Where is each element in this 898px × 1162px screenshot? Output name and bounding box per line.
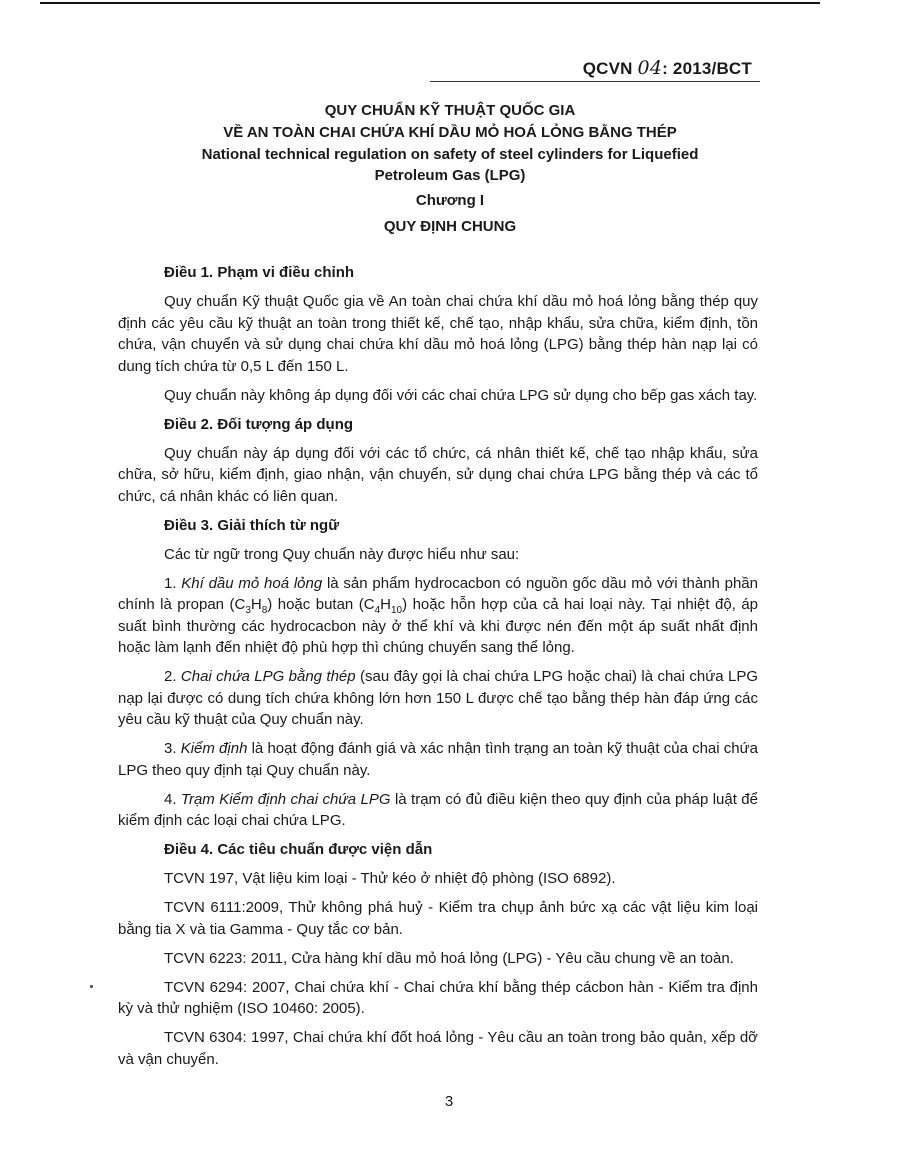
definition-3: 3. Kiểm định là hoạt động đánh giá và xác nhận tình trạng an toàn kỹ thuật của chai chứa LPG theo quy định tại Quy chuẩn này. [118, 740, 759, 779]
reference-item: TCVN 6111:2009, Thử không phá huỷ - Kiểm tra chụp ảnh bức xạ các vật liệu kim loại bằng tia X và tia Gamma - Quy tắc cơ bản. [118, 899, 758, 938]
code-suffix: : 2013/BCT [662, 59, 752, 78]
definition-1: 1. Khí dầu mỏ hoá lỏng là sản phẩm hydrocacbon có nguồn gốc dầu mỏ với thành phần chính là propan $(C_3H_8)$ hoặc butan $(C_4H_{10})$ hoặc hỗn hợp của cả hai loại này. Tại nhiệt độ, áp suất bình thường các hydrocacbon này ở thể khí và khi được nén đến một áp suất nhất định hoặc làm lạnh đến nhiệt độ phù hợp thì chúng chuyển sang thể lỏng. [118, 574, 759, 656]
document-code [583, 57, 752, 79]
definition-3-term: Kiểm định [180, 740, 248, 757]
document-titles [100, 100, 800, 238]
definition-4-term: Trạm Kiểm định chai chứa LPG [180, 790, 391, 808]
article-4-heading: Điều 4. Các tiêu chuẩn được viện dẫn [164, 841, 433, 858]
top-border-line [40, 2, 820, 4]
definition-2-term: Chai chứa LPG bằng thép [180, 668, 356, 685]
reference-item: TCVN 6294: 2007, Chai chứa khí - Chai chứa khí bằng thép cácbon hàn - Kiểm tra định kỳ và thử nghiệm (ISO 10460: 2005). [118, 978, 758, 1017]
reference-item: TCVN 6223: 2011, Cửa hàng khí dầu mỏ hoá lỏng (LPG) - Yêu cầu chung về an toàn. [164, 949, 734, 967]
article-1-paragraph-1: Quy chuẩn Kỹ thuật Quốc gia về An toàn chai chứa khí dầu mỏ hoá lỏng bằng thép quy định các yêu cầu kỹ thuật an toàn trong thiết kế, chế tạo, nhập khẩu, sửa chữa, kiểm định, tồn chứa, vận chuyển và sử dụng chai chứa khí dầu mỏ hoá lỏng (LPG) bằng thép hàn nạp lại có dung tích chứa từ 0,5 L đến 150 L. [118, 293, 758, 375]
article-2-paragraph-1: Quy chuẩn này áp dụng đối với các tổ chức, cá nhân thiết kế, chế tạo nhập khẩu, sửa chữa, sở hữu, kiểm định, giao nhận, vận chuyển, sử dụng chai chứa LPG bằng thép và các tổ chức, cá nhân khác có liên quan. [118, 444, 758, 505]
code-underline [430, 81, 760, 82]
article-2-heading: Điều 2. Đối tượng áp dụng [164, 415, 354, 433]
code-prefix: QCVN [582, 59, 633, 78]
page-number: 3 [444, 1093, 454, 1110]
article-3-intro: Các từ ngữ trong Quy chuẩn này được hiểu như sau: [164, 545, 520, 563]
definition-2: 2. Chai chứa LPG bằng thép (sau đây gọi là chai chứa LPG hoặc chai) là chai chứa LPG nạp lại được có dung tích chứa không lớn hơn 150 L được chế tạo bằng thép hàn đáp ứng các yêu cầu kỹ thuật của Quy chuẩn này. [118, 668, 758, 728]
definition-4: 4. Trạm Kiểm định chai chứa LPG là trạm có đủ điều kiện theo quy định của pháp luật để kiểm định các loại chai chứa LPG. [118, 790, 758, 829]
document-body [118, 262, 758, 1078]
reference-item: TCVN 6304: 1997, Chai chứa khí đốt hoá lỏng - Yêu cầu an toàn trong bảo quản, xếp dỡ và vận chuyển. [118, 1029, 758, 1068]
english-title-line-1: National technical regulation on safety of steel cylinders for Liquefied [201, 146, 699, 163]
scan-speck [90, 985, 93, 988]
title-line-1: QUY CHUẨN KỸ THUẬT QUỐC GIA [324, 102, 576, 119]
title-line-2: VỀ AN TOÀN CHAI CHỨA KHÍ DẦU MỎ HOÁ LỎNG BẰNG THÉP [223, 124, 677, 141]
chapter-label: Chương I [415, 192, 485, 209]
chapter-title: QUY ĐỊNH CHUNG [383, 218, 517, 235]
article-3-heading: Điều 3. Giải thích từ ngữ [164, 516, 340, 534]
definition-1-term: Khí dầu mỏ hoá lỏng [181, 574, 323, 592]
code-number-handwritten: 04 [637, 57, 663, 79]
english-title-line-2: Petroleum Gas (LPG) [374, 167, 526, 184]
reference-item: TCVN 197, Vật liệu kim loại - Thử kéo ở nhiệt độ phòng (ISO 6892). [164, 870, 616, 887]
article-1-paragraph-2: Quy chuẩn này không áp dụng đối với các chai chứa LPG sử dụng cho bếp gas xách tay. [164, 386, 758, 404]
article-1-heading: Điều 1. Phạm vi điều chỉnh [164, 264, 355, 281]
